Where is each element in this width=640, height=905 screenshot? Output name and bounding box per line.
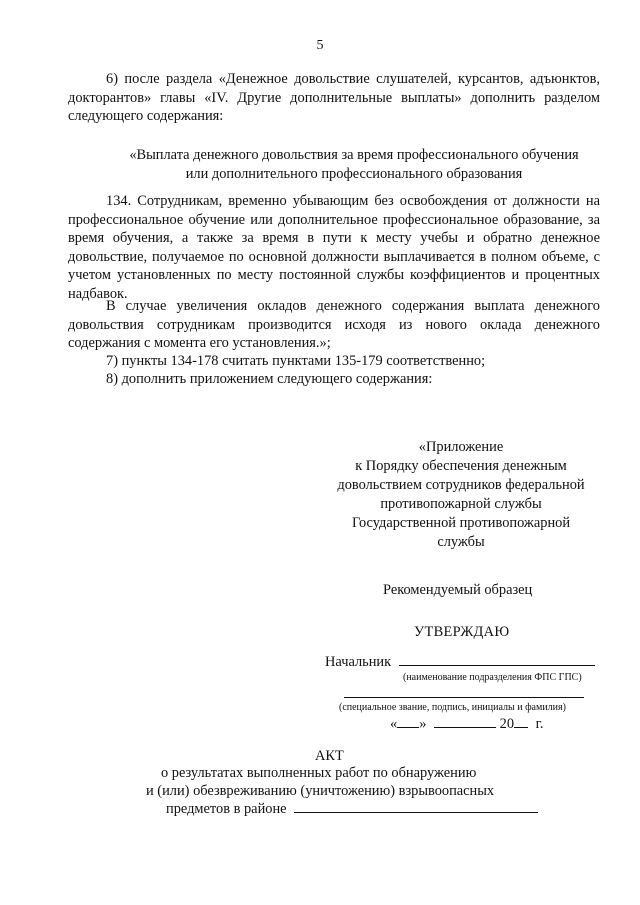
date-close-quote: »	[419, 716, 427, 732]
unit-name-line	[399, 665, 595, 666]
appendix-line-1: «Приложение	[418, 439, 504, 455]
date-year-blank	[514, 727, 528, 728]
act-line-3-wrap	[166, 801, 538, 818]
paragraph-134: 134. Сотрудникам, временно убывающим без освобождения от должности на профессиональное обучение или дополнительное профессиональное образование, за время обучения, а также за время в пути к месту учебы и обратно денежное довольствие, получаемое по основной должности выплачивается в полном объеме, с учетом установленных по месту постоянной службы коэффициентов и процентных надбавок.	[68, 193, 600, 302]
recommended-sample-label: Рекомендуемый образец	[383, 582, 533, 598]
appendix-line-3: довольствием сотрудников федеральной	[337, 477, 585, 493]
area-blank-line	[294, 812, 538, 813]
section-title	[68, 146, 640, 183]
item-6-paragraph: 6) после раздела «Денежное довольствие слушателей, курсантов, адъюнктов, докторантов» главы «IV. Другие дополнительные выплаты» дополнить разделом следующего содержания:	[68, 71, 600, 125]
paragraph-salary-increase: В случае увеличения окладов денежного содержания выплата денежного довольствия сотрудникам производится исходя из нового оклада денежного содержания с момента его установления.»;	[68, 298, 600, 352]
appendix-line-4: противопожарной службы	[380, 496, 542, 512]
act-line-1: о результатах выполненных работ по обнаружению	[161, 765, 477, 781]
chief-text: Начальник	[325, 654, 392, 670]
date-month-blank	[434, 727, 496, 728]
section-title-line-1: «Выплата денежного довольствия за время профессионального обучения	[129, 147, 579, 163]
section-title-line-2: или дополнительного профессионального образования	[185, 165, 523, 182]
date-line	[390, 716, 544, 733]
date-open-quote: «	[390, 716, 398, 732]
act-title: АКТ	[315, 748, 344, 764]
appendix-line-2: к Порядку обеспечения денежным	[355, 458, 567, 474]
item-8-paragraph: 8) дополнить приложением следующего содержания:	[106, 371, 433, 387]
date-day-blank	[397, 727, 419, 728]
appendix-line-5: Государственной противопожарной	[351, 515, 571, 531]
unit-name-hint: (наименование подразделения ФПС ГПС)	[403, 672, 582, 683]
appendix-header	[306, 438, 616, 552]
chief-label	[325, 654, 595, 671]
act-line-2: и (или) обезвреживанию (уничтожению) взрывоопасных	[146, 783, 495, 799]
rank-signature-hint: (специальное звание, подпись, инициалы и фамилия)	[339, 702, 566, 713]
date-year-prefix: 20	[499, 716, 515, 732]
rank-signature-line	[344, 697, 584, 698]
date-year-suffix: г.	[535, 716, 544, 732]
approve-label: УТВЕРЖДАЮ	[414, 624, 510, 640]
page-number: 5	[316, 38, 324, 53]
appendix-line-6: службы	[437, 534, 485, 550]
item-7-paragraph: 7) пункты 134-178 считать пунктами 135-179 соответственно;	[106, 353, 486, 369]
act-line-3: предметов в районе	[166, 801, 287, 817]
